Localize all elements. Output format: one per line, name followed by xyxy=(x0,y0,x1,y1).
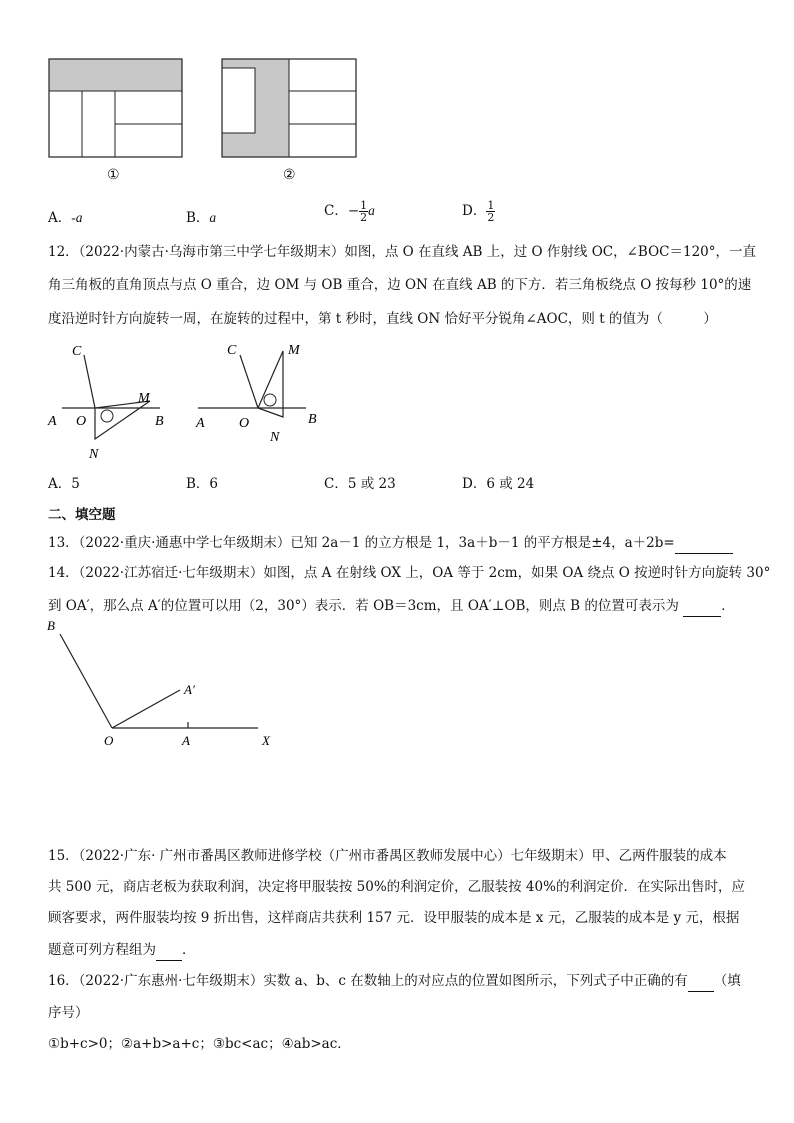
q12-option-a[interactable]: A．5 xyxy=(48,476,80,492)
right-label-o: O xyxy=(239,416,250,431)
left-triangle xyxy=(95,401,150,439)
q14-figure xyxy=(0,612,794,752)
q12-figures xyxy=(0,335,794,465)
right-triangle xyxy=(258,351,283,417)
right-ray-oc xyxy=(240,355,258,408)
q15-line2: 共 500 元，商店老板为获取利润，决定将甲服装按 50%的利润定价，乙服装按 40%的利润定价．在实际出售时，应 xyxy=(48,879,745,895)
label-b: B xyxy=(47,618,55,633)
ray-oa-prime xyxy=(112,690,180,728)
ray-ob xyxy=(60,634,112,728)
q14-line1: 14．（2022·江苏宿迁·七年级期末）如图，点 A 在射线 OX 上，OA 等于 2cm，如果 OA 绕点 O 按逆时针方向旋转 30° xyxy=(48,565,771,581)
left-circle xyxy=(101,410,113,422)
q16-line3: ①b+c>0；②a+b>a+c；③bc<ac；④ab>ac． xyxy=(48,1036,351,1052)
right-label-m: M xyxy=(288,343,300,358)
q15-answer-blank[interactable] xyxy=(156,940,182,961)
left-label-b: B xyxy=(155,414,164,429)
q12-line1: 12．（2022·内蒙古·乌海市第三中学七年级期末）如图，点 O 在直线 AB 上，过 O 作射线 OC，∠BOC＝120°，一直 xyxy=(48,244,757,260)
right-label-b: B xyxy=(308,412,317,427)
left-label-c: C xyxy=(72,344,82,359)
fig1-label: ① xyxy=(107,167,120,183)
q15-line3: 顾客要求，两件服装均按 9 折出售，这样商店共获利 157 元．设甲服装的成本是 x 元，乙服装的成本是 y 元，根据 xyxy=(48,910,740,926)
fraction: $\frac{1}{2}$ xyxy=(360,199,368,224)
q11-option-b[interactable]: B．a xyxy=(186,210,217,226)
q11-option-a[interactable]: A．-a xyxy=(48,210,83,226)
q16-line1: 16．（2022·广东惠州·七年级期末）实数 a、b、c 在数轴上的对应点的位置如图所示，下列式子中正确的有 （填 xyxy=(48,971,741,992)
label-a: A xyxy=(182,733,190,748)
fig2-inner-white xyxy=(222,68,255,133)
label-x: X xyxy=(262,733,270,748)
q12-option-b[interactable]: B．6 xyxy=(186,476,219,492)
q13-answer-blank[interactable] xyxy=(675,533,733,554)
q11-option-d[interactable]: D． $\frac{1}{2}$ xyxy=(462,199,495,224)
q14-line2: 到 OA′，那么点 A′的位置可以用（2，30°）表示．若 OB＝3cm，且 OA′⊥OB，则点 B 的位置可表示为 ． xyxy=(48,596,735,617)
left-label-m: M xyxy=(138,391,150,406)
q13-line: 13．（2022·重庆·通惠中学七年级期末）已知 2a－1 的立方根是 1，3a＋b－1 的平方根是±4，a＋2b= xyxy=(48,533,733,554)
right-label-c: C xyxy=(227,343,237,358)
q12-option-d[interactable]: D．6 或 24 xyxy=(462,476,535,492)
q16-line2: 序号） xyxy=(48,1005,89,1021)
right-label-a: A xyxy=(196,416,205,431)
left-label-o: O xyxy=(76,414,87,429)
q12-line3: 度沿逆时针方向旋转一周，在旋转的过程中，第 t 秒时，直线 ON 恰好平分锐角∠AOC，则 t 的值为（ ） xyxy=(48,311,717,327)
q11-option-c[interactable]: C．− $\frac{1}{2}$ a xyxy=(324,199,375,224)
q12-option-c[interactable]: C．5 或 23 xyxy=(324,476,396,492)
left-label-n: N xyxy=(89,447,99,462)
left-label-a: A xyxy=(48,414,57,429)
label-o: O xyxy=(104,733,114,748)
fig1-shaded-strip xyxy=(49,59,182,91)
label-a-prime: A′ xyxy=(184,682,195,697)
fig2-label: ② xyxy=(283,167,296,183)
fraction: $\frac{1}{2}$ xyxy=(487,199,495,224)
right-label-n: N xyxy=(270,430,280,445)
q16-answer-blank[interactable] xyxy=(688,971,714,992)
q12-line2: 角三角板的直角顶点与点 O 重合，边 OM 与 OB 重合，边 ON 在直线 AB 的下方．若三角板绕点 O 按每秒 10°的速 xyxy=(48,277,752,293)
q15-line4: 题意可列方程组为 ． xyxy=(48,940,196,961)
q15-line1: 15．（2022·广东· 广州市番禺区教师进修学校（广州市番禺区教师发展中心）七年级期末）甲、乙两件服装的成本 xyxy=(48,848,727,864)
section-heading-fill-in: 二、填空题 xyxy=(48,507,116,523)
right-circle xyxy=(264,394,276,406)
left-ray-oc xyxy=(84,355,95,408)
